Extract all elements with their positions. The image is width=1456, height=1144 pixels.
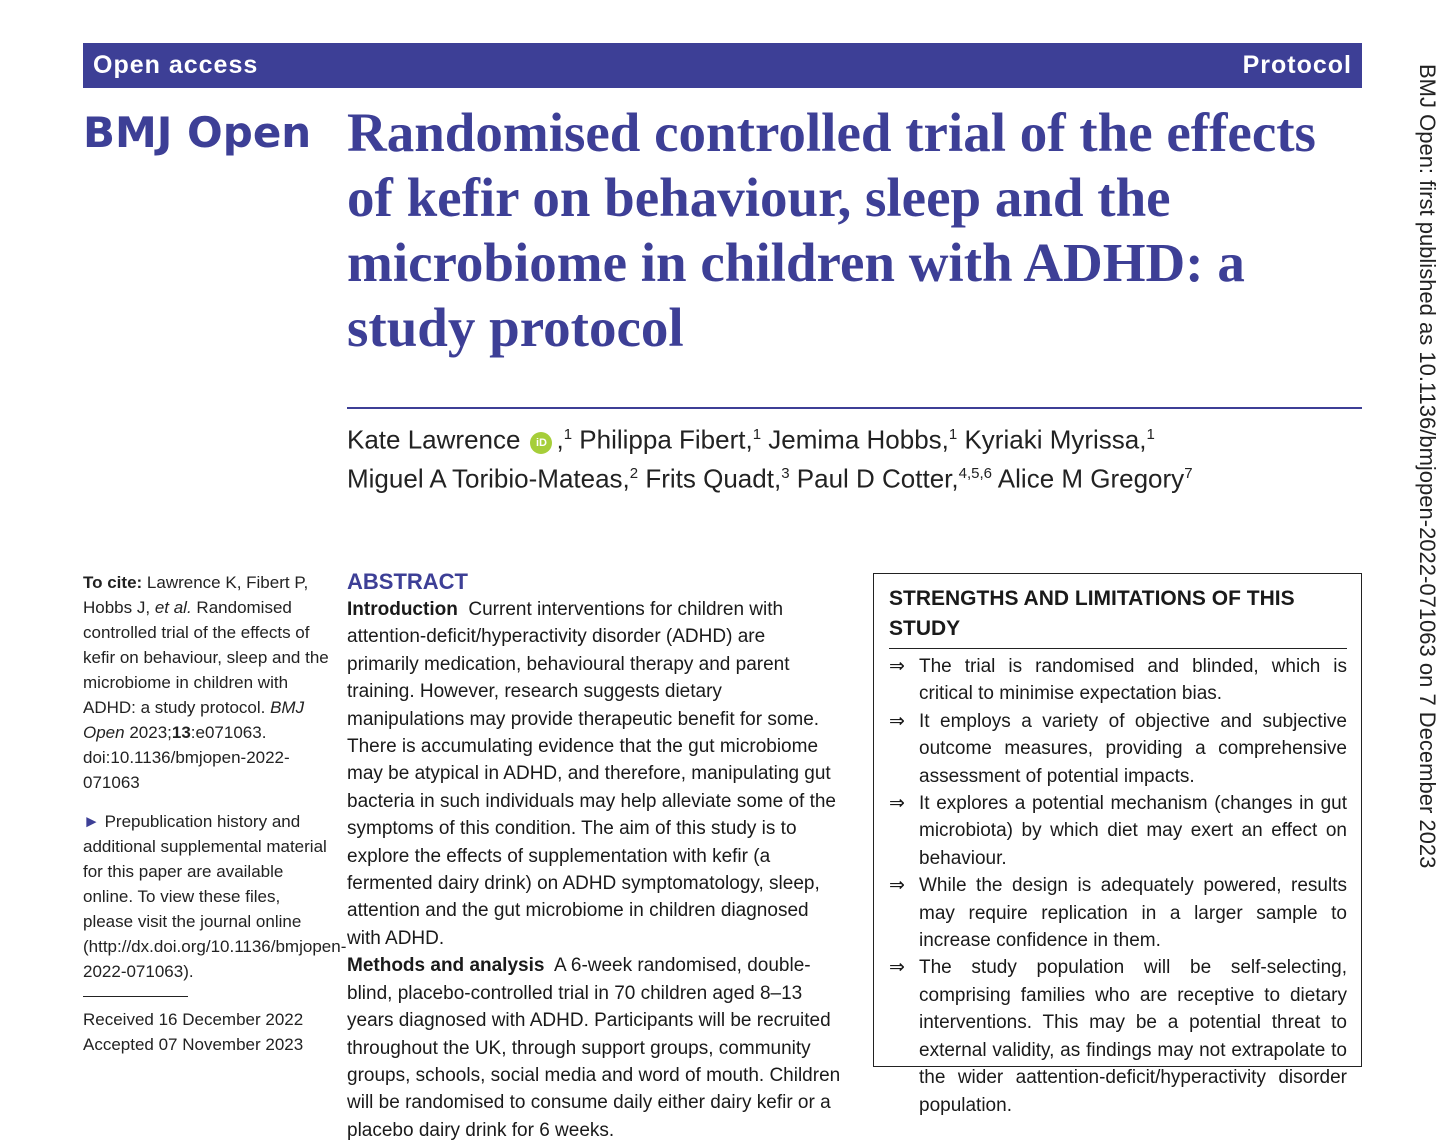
list-item-text: The study population will be self-selecting, comprising families who are receptive to dietary interventions. This may be a potential threat to external validity, as findings may not extrapolate to the wider aattention-deficit/hyperactivity disorder population. <box>919 957 1347 1116</box>
author-affiliation: 1 <box>752 426 762 443</box>
to-cite-doi: :e071063. doi:10.1136/bmjopen-2022-071063 <box>83 723 290 792</box>
methods-text: A 6-week randomised, double-blind, placebo-controlled trial in 70 children aged 8–13 years diagnosed with ADHD. Participants will be recruited throughout the UK, through support groups, community groups, schools, social media and word of mouth. Children will be randomised to consume daily either dairy kefir or a placebo dairy drink for 6 weeks. <box>347 955 841 1141</box>
author-affiliation: 3 <box>781 464 790 482</box>
to-cite-journal: BMJ Open <box>83 698 305 742</box>
sidebar-divider <box>83 996 188 997</box>
prepublication-note <box>83 809 347 984</box>
list-item <box>889 954 1347 1118</box>
citation-sidebar <box>83 570 347 1057</box>
introduction-text: Current interventions for children with attention-deficit/hyperactivity disorder (ADHD) are primarily medication, behavioural therapy and parent training. However, research suggests dietary manipulations may provide therapeutic benefit for some. There is accumulating evidence that the gut microbiome may be atypical in ADHD, and therefore, manipulating gut bacteria in such individuals may help alleviate some of the symptoms of this condition. The aim of this study is to explore the effects of supplementation with kefir (a fermented dairy drink) on ADHD symptomatology, sleep, attention and the gut microbiome in children diagnosed with ADHD. <box>347 599 836 949</box>
title-divider <box>347 407 1362 409</box>
article-type-label: Protocol <box>1242 51 1352 79</box>
author-affiliation: 1 <box>563 426 573 443</box>
author-affiliation: 4,5,6 <box>958 464 992 482</box>
to-cite-authors: Lawrence K, Fibert P, Hobbs J, <box>83 573 309 617</box>
author-name[interactable]: Kate Lawrence <box>347 424 521 455</box>
double-arrow-icon: ⇒ <box>889 793 905 815</box>
received-date: Received 16 December 2022 <box>83 1010 304 1029</box>
list-item <box>889 872 1347 954</box>
list-item-text: It explores a potential mechanism (changes in gut microbiota) by which diet may exert an effect on behaviour. <box>919 793 1347 869</box>
journal-logo: BMJ Open <box>83 108 312 157</box>
abstract-introduction <box>347 596 842 952</box>
list-item-text: While the design is adequately powered, results may require replication in a larger sample to increase confidence in them. <box>919 875 1347 952</box>
double-arrow-icon: ⇒ <box>889 875 905 897</box>
list-item-text: The trial is randomised and blinded, which is critical to minimise expectation bias. <box>919 656 1347 705</box>
author-name[interactable]: Jemima Hobbs, <box>768 424 949 455</box>
strengths-limitations-box <box>873 573 1362 1116</box>
author-list: Kate Lawrence iD ,$^1$ Philippa Fibert,$^1$ Jemima Hobbs,$^1$ Kyriaki Myrissa,$^1$ Miguel A Toribio-Mateas,$^2$ Frits Quadt,$^3$ Paul D Cotter,$^{4,5,6}$ Alice M Gregory$^7$ <box>347 424 1193 494</box>
to-cite-block <box>83 570 333 795</box>
author-name[interactable]: Paul D Cotter, <box>796 463 959 494</box>
list-item <box>889 708 1347 790</box>
list-item <box>889 653 1347 708</box>
abstract-section <box>347 568 842 1144</box>
author-affiliation: 2 <box>629 464 639 482</box>
strengths-list <box>889 653 1347 1119</box>
accepted-date: Accepted 07 November 2023 <box>83 1035 304 1054</box>
double-arrow-icon: ⇒ <box>889 656 905 677</box>
to-cite-title: Randomised controlled trial of the effects of kefir on behaviour, sleep and the microbiome in children with ADHD: a study protocol. <box>83 598 329 717</box>
abstract-heading: ABSTRACT <box>347 569 468 594</box>
list-item <box>889 790 1347 872</box>
list-item-text: It employs a variety of objective and subjective outcome measures, providing a comprehensive assessment of potential impacts. <box>919 710 1347 787</box>
prepublication-text[interactable]: Prepublication history and additional supplemental material for this paper are available online. To view these files, please visit the journal online (http://dx.doi.org/10.1136/bmjopen-2022-071063). <box>83 812 347 981</box>
methods-label: Methods and analysis <box>347 955 545 977</box>
to-cite-label: To cite: <box>83 573 143 592</box>
header-banner <box>83 43 1362 88</box>
orcid-icon[interactable]: iD <box>530 432 552 454</box>
to-cite-volume: 13 <box>171 723 191 742</box>
author-affiliation: 1 <box>948 426 958 443</box>
author-name[interactable]: Frits Quadt, <box>645 463 782 494</box>
author-affiliation: 1 <box>1146 426 1155 443</box>
author-affiliation: 7 <box>1184 464 1193 482</box>
double-arrow-icon: ⇒ <box>889 957 905 979</box>
article-title: Randomised controlled trial of the effects of kefir on behaviour, sleep and the microbiome in children with ADHD: a study protocol <box>347 102 1316 358</box>
author-name[interactable]: Miguel A Toribio-Mateas, <box>347 463 630 494</box>
author-name[interactable]: Philippa Fibert, <box>579 424 753 455</box>
introduction-label: Introduction <box>347 599 458 620</box>
author-name[interactable]: Kyriaki Myrissa, <box>964 424 1147 455</box>
to-cite-year: 2023; <box>129 723 172 742</box>
triangle-right-icon: ► <box>83 812 100 831</box>
vertical-publication-note: BMJ Open: first published as 10.1136/bmjopen-2022-071063 on 7 December 2023 <box>1415 64 1440 869</box>
author-name[interactable]: Alice M Gregory <box>997 463 1185 494</box>
abstract-methods <box>347 952 842 1144</box>
to-cite-etal: et al. <box>154 598 192 617</box>
open-access-label: Open access <box>93 51 259 79</box>
double-arrow-icon: ⇒ <box>889 710 905 732</box>
strengths-heading: STRENGTHS AND LIMITATIONS OF THIS STUDY <box>889 584 1347 649</box>
